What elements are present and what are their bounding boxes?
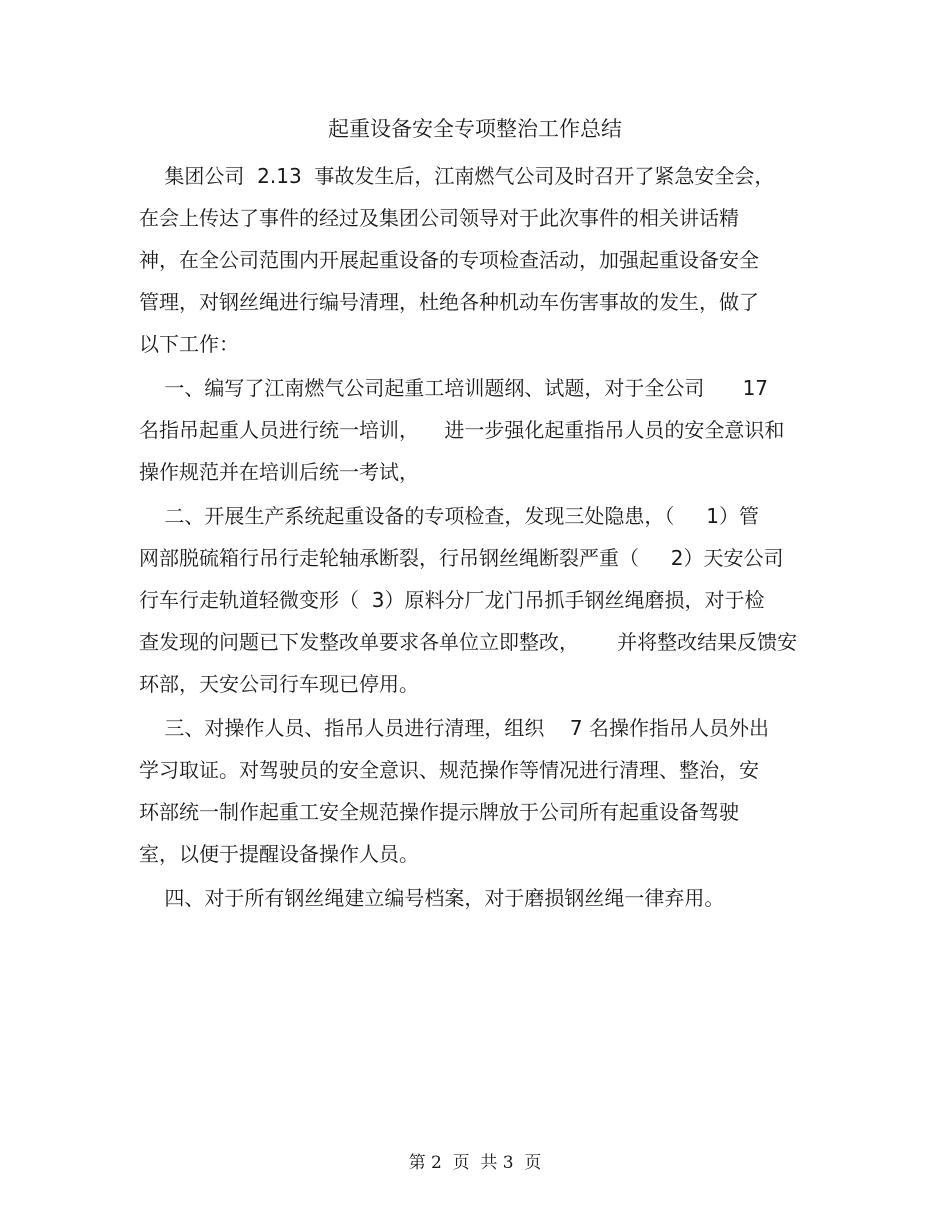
paragraph-line: 操作规范并在培训后统一考试，	[139, 460, 419, 484]
paragraph-line: 三、对操作人员、指吊人员进行清理，组织 7 名操作指吊人员外出	[139, 716, 769, 740]
paragraph-line: 以下工作：	[139, 332, 239, 356]
paragraph-line: 管理，对钢丝绳进行编号清理，杜绝各种机动车伤害事故的发生，做了	[139, 290, 759, 314]
paragraph-line: 集团公司 2.13 事故发生后，江南燃气公司及时召开了紧急安全会，	[139, 164, 775, 188]
paragraph-line: 二、开展生产系统起重设备的专项检查，发现三处隐患，（ 1）管	[139, 504, 759, 528]
paragraph-line: 行车行走轨道轻微变形（ 3）原料分厂龙门吊抓手钢丝绳磨损，对于检	[139, 588, 765, 612]
paragraph-line: 查发现的问题已下发整改单要求各单位立即整改， 并将整改结果反馈安	[139, 630, 798, 654]
paragraph-line: 环部，天安公司行车现已停用。	[139, 672, 419, 696]
paragraph-line: 网部脱硫箱行吊行走轮轴承断裂，行吊钢丝绳断裂严重（ 2）天安公司	[139, 546, 784, 570]
paragraph-line: 名指吊起重人员进行统一培训， 进一步强化起重指吊人员的安全意识和	[139, 418, 785, 442]
paragraph-line: 四、对于所有钢丝绳建立编号档案，对于磨损钢丝绳一律弃用。	[139, 886, 725, 910]
paragraph-line: 环部统一制作起重工安全规范操作提示牌放于公司所有起重设备驾驶	[139, 800, 739, 824]
paragraph-line: 一、编写了江南燃气公司起重工培训题纲、试题，对于全公司 17	[139, 376, 769, 400]
document-title: 起重设备安全专项整治工作总结	[328, 117, 622, 141]
paragraph-line: 室，以便于提醒设备操作人员。	[139, 842, 419, 866]
paragraph-line: 学习取证。对驾驶员的安全意识、规范操作等情况进行清理、整治，安	[139, 758, 759, 782]
page-number-footer: 第 2 页 共 3 页	[408, 1153, 542, 1173]
paragraph-line: 在会上传达了事件的经过及集团公司领导对于此次事件的相关讲话精	[139, 206, 739, 230]
paragraph-line: 神，在全公司范围内开展起重设备的专项检查活动，加强起重设备安全	[139, 248, 759, 272]
